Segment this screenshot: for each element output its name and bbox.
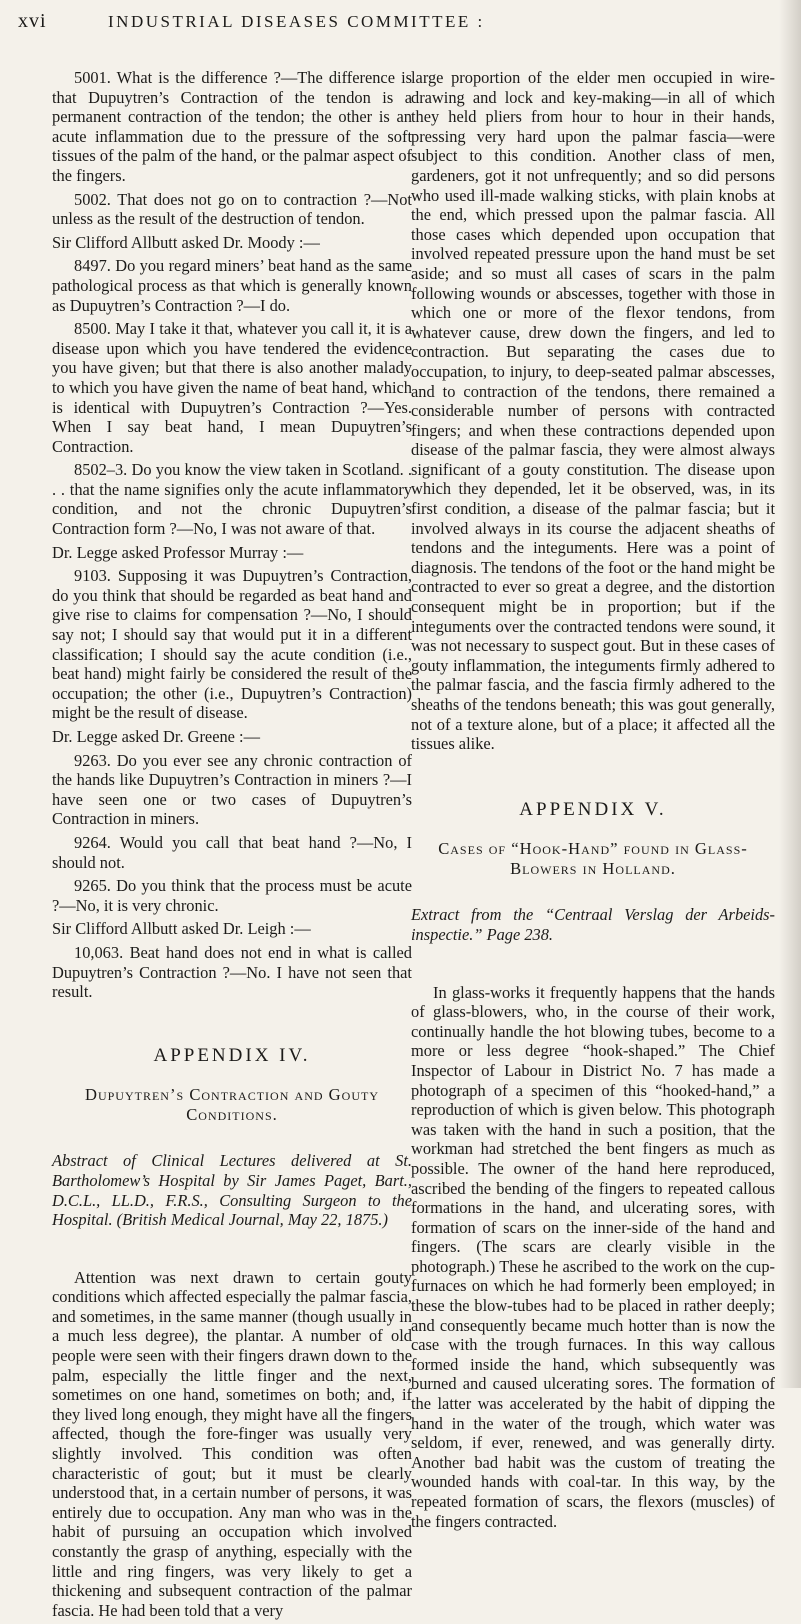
paragraph: 9264. Would you call that beat hand ?—No, I should not.	[52, 832, 412, 872]
appendix-title: APPENDIX V.	[519, 798, 667, 820]
speaker-line: Sir Clifford Allbutt asked Dr. Moody :—	[52, 232, 320, 252]
right-column	[411, 68, 775, 1535]
paragraph: 9263. Do you ever see any chronic contraction of the hands like Dupuytren’s Contraction in miners ?—I have seen one or two cases of Dupuytren’s Contraction in miners.	[52, 750, 412, 829]
paragraph: Attention was next drawn to certain gouty conditions which affected especially the palmar fascia, and sometimes, in the same manner (though usually in a much less degree), the plantar. A number of old people were seen with their fingers drawn down to the palm, especially the little finger and the next, sometimes on one hand, sometimes on both; and, if they lived long enough, they might have all the fingers affected, though the fore-finger was usually very slightly involved. This condition was often characteristic of gout; but it must be clearly understood that, in a certain number of persons, it was entirely due to occupation. Any man who was in the habit of pursuing an occupation which involved constantly the grasp of anything, especially with the little and ring fingers, was very likely to get a thickening and subsequent contraction of the palmar fascia. He had been told that a very	[52, 1267, 412, 1620]
paragraph: In glass-works it frequently happens that the hands of glass-blowers, who, in the course of their work, continually handle the hot blowing tubes, become to a more or less degree “hook-shaped.” The Chief Inspector of Labour in District No. 7 has made a photograph of a specimen of this “hooked-hand,” a reproduction of which is given below. This photograph was taken with the hand in such a position, that the workman had stretched the bent fingers as much as possible. The owner of the hand here reproduced, ascribed the bending of the fingers to repeated callous formations in the hand, and ulcerating sores, with formation of scars on the inner-side of the hand and fingers. (The scars are clearly visible in the photograph.) These he ascribed to the work on the cup-furnaces on which he had formerly been employed; in these the blow-tubes had to be placed in rather deeply; and consequently became much hotter than is now the case with the trough furnaces. In this way callous formed inside the hand, which subsequently was burned and caused ulcerating sores. The formation of the latter was accelerated by the habit of dipping the hand in the water of the trough, which water was seldom, if ever, renewed, and was generally dirty. Another bad habit was the custom of treating the wounded hands with coal-tar. In this way, by the repeated formation of scars, the flexors (muscles) of the fingers contracted.	[411, 982, 775, 1531]
speaker-line: Dr. Legge asked Dr. Greene :—	[52, 727, 260, 746]
page-header	[0, 8, 801, 38]
speaker-line: Sir Clifford Allbutt asked Dr. Leigh :—	[52, 919, 311, 939]
paragraph: 9265. Do you think that the process must be acute ?—No, it is very chronic.	[52, 876, 412, 915]
source-note: Abstract of Clinical Lectures delivered at St. Bartholomew’s Hospital by Sir James Paget, Bart., D.C.L., LL.D., F.R.S., Consulting Surgeon to the Hospital. (British Medical Journal, May 22, 1875.)	[52, 1151, 412, 1230]
source-note: Extract from the “Centraal Verslag der Arbeids-inspectie.” Page 238.	[411, 905, 775, 944]
page-edge-shadow	[779, 0, 801, 1388]
paragraph: 5002. That does not go on to contraction ?—Not unless as the result of the destruction of tendon.	[52, 189, 412, 229]
paragraph: 8502–3. Do you know the view taken in Scotland. . . . that the name signifies only the acute inflammatory condition, and not the chronic Dupuytren’s Contraction form ?—No, I was not aware of that.	[52, 460, 412, 539]
left-column	[52, 68, 412, 1624]
appendix-title: APPENDIX IV.	[153, 1044, 311, 1066]
speaker-line: Dr. Legge asked Professor Murray :—	[52, 542, 304, 562]
appendix-subtitle: Dupuytren’s Contraction and Gouty Conditions.	[84, 1085, 379, 1125]
page-number: xvi	[18, 10, 47, 32]
paragraph: 8500. May I take it that, whatever you call it, it is a disease upon which you have tendered the evidence you have given; but that there is also another malady to which you have given the name of beat hand, which is identical with Dupuytren’s Contraction ?—Yes. When I say beat hand, I mean Dupuytren’s Contraction.	[52, 319, 412, 456]
paragraph: large proportion of the elder men occupied in wire-drawing and lock and key-making—in all of which they held pliers from hour to hour in their hands, pressing very hard upon the palmar fascia—were subject to this condition. Another class of men, gardeners, got it not unfrequently; and so did persons who used ill-made walking sticks, with plain knobs at the end, which pressed upon the palmar fascia. All those cases which depended upon occupation that involved repeated pressure upon the hand must be set aside; and so must all cases of scars in the palm following wounds or abscesses, together with those in which one or more of the flexor tendons, from whatever cause, drew down the fingers, and led to contraction. But separating the cases due to occupation, to injury, to deep-seated palmar abscesses, and to contraction of the tendons, there remained a considerable number of persons with contracted fingers; and when these contractions depended upon disease of the palmar fascia, they were almost always significant of a gouty constitution. The disease upon which they depended, let it be observed, was, in its first condition, a disease of the palmar fascia; but it involved always in its course the adjacent sheaths of tendons and the integuments. Here was a point of diagnosis. The tendons of the foot or the hand might be contracted to ever so great a degree, and the distortion consequent might be in proportion; but if the integuments over the contracted tendons were sound, it was not necessary to suspect gout. But in these cases of gouty inflammation, the integuments firmly adhered to the palmar fascia, and the fascia firmly adhered to the sheaths of the tendons beneath; this was gout generally, not of a texture alone, but of a place; it affected all the tissues alike.	[411, 68, 775, 754]
appendix-subtitle: Cases of “Hook-Hand” found in Glass-Blowers in Holland.	[438, 839, 748, 879]
paragraph: 5001. What is the difference ?—The difference is that Dupuytren’s Contraction of the tendon is a permanent contraction of the tendon; the other is an acute inflammation due to the pressure of the soft tissues of the palm of the hand, or the palmar aspect of the fingers.	[52, 68, 412, 185]
paragraph: 10,063. Beat hand does not end in what is called Dupuytren’s Contraction ?—No. I have not seen that result.	[52, 942, 412, 1002]
running-title: INDUSTRIAL DISEASES COMMITTEE :	[108, 12, 485, 31]
paragraph: 8497. Do you regard miners’ beat hand as the same pathological process as that which is generally known as Dupuytren’s Contraction ?—I do.	[52, 256, 412, 315]
paragraph: 9103. Supposing it was Dupuytren’s Contraction, do you think that should be regarded as beat hand and give rise to claims for compensation ?—No, I should say not; I should say that would put it in a different classification; I should say the acute condition (i.e., beat hand) might fairly be considered the result of the occupation; the other (i.e., Dupuytren’s Contraction) might be the result of disease.	[52, 566, 412, 723]
